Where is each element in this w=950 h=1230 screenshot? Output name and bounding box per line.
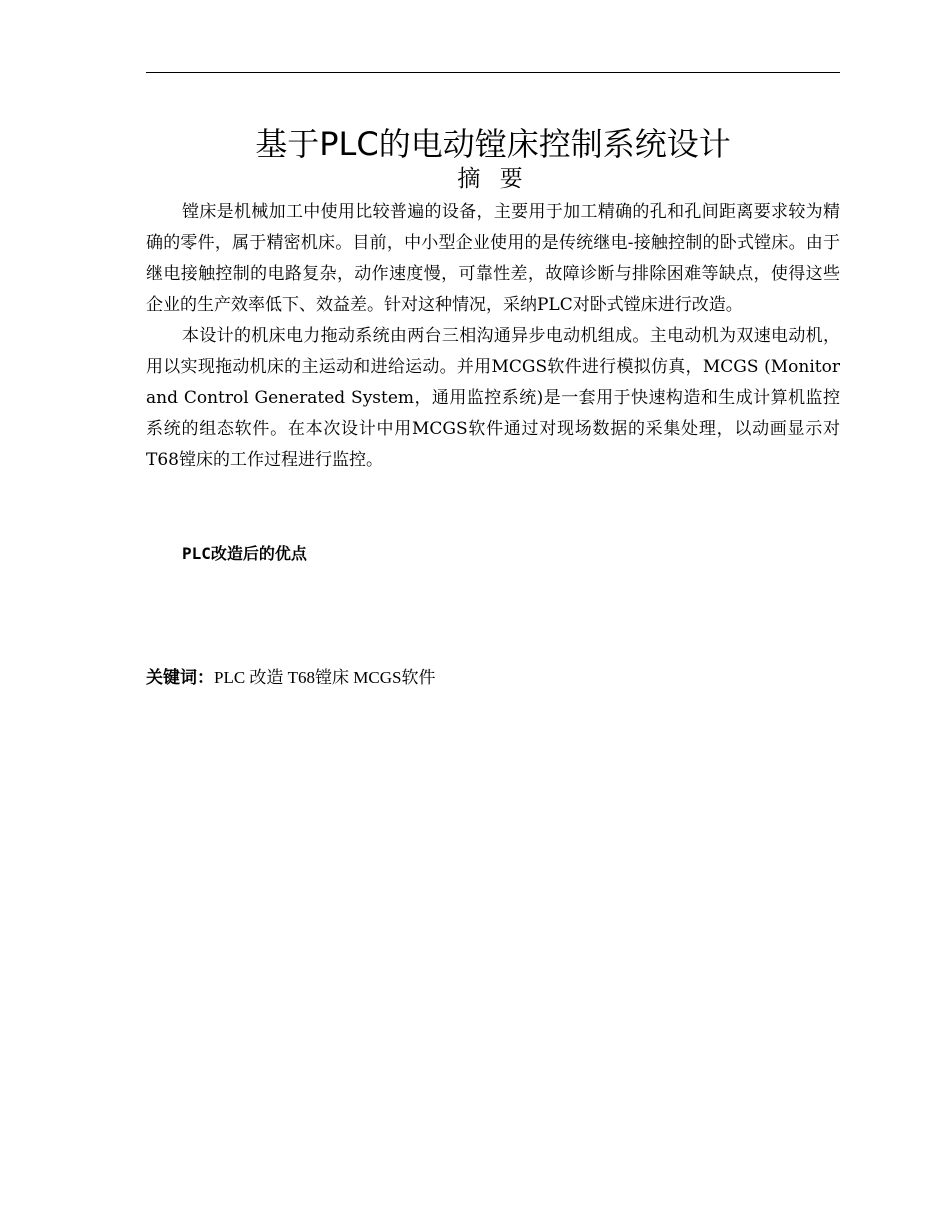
- abstract-heading: 摘 要: [457, 166, 529, 192]
- document-title: 基于PLC的电动镗床控制系统设计: [255, 125, 731, 163]
- keywords-line: [146, 664, 436, 692]
- keywords-value: PLC 改造 T68镗床 MCGS软件: [214, 668, 436, 687]
- section-subheading: PLC改造后的优点: [182, 544, 307, 563]
- abstract-paragraph-1: 镗床是机械加工中使用比较普遍的设备，主要用于加工精确的孔和孔间距离要求较为精确的零件，属于精密机床。目前，中小型企业使用的是传统继电-接触控制的卧式镗床。由于继电接触控制的电路复杂，动作速度慢，可靠性差，故障诊断与排除困难等缺点，使得这些企业的生产效率低下、效益差。针对这种情况，采纳PLC对卧式镗床进行改造。: [146, 202, 840, 315]
- abstract-body: [146, 197, 840, 476]
- keywords-label: 关键词：: [146, 668, 214, 688]
- abstract-paragraph-2: 本设计的机床电力拖动系统由两台三相沟通异步电动机组成。主电动机为双速电动机，用以实现拖动机床的主运动和进给运动。并用MCGS软件进行模拟仿真，MCGS (Monitor and Control Generated System，通用监控系统)是一套用于快速构造和生成计算机监控系统的组态软件。在本次设计中用MCGS软件通过对现场数据的采集处理，以动画显示对T68镗床的工作过程进行监控。: [146, 326, 840, 470]
- header-rule: [146, 72, 840, 73]
